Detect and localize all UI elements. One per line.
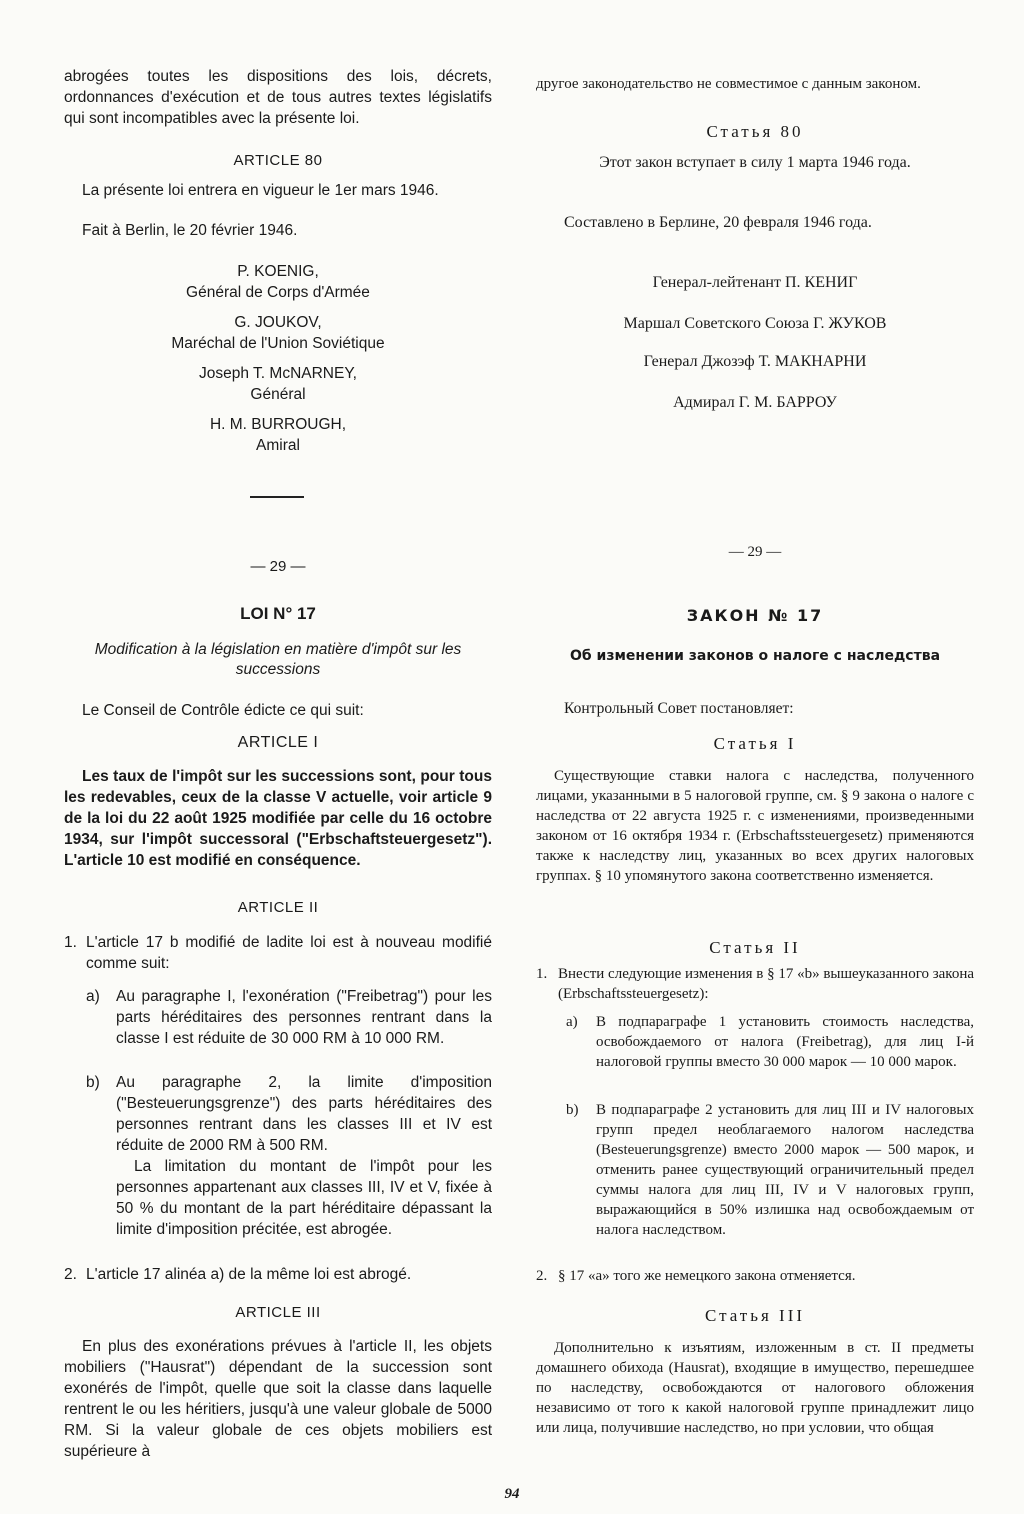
fr-article-1-text: Les taux de l'impôt sur les successions sont, pour tous les redevables, ceux de la classe V actuelle, voir article 9 de la loi du 22 août 1925 modifiée par celle du 16 octobre 1934, sur l'impôt successoral ("Erbschaftsteuergesetz"). L'article 10 est modifié en conséquence.	[64, 768, 492, 869]
fr-article-2-sub-b	[86, 1072, 492, 1240]
fr-separator-rule	[250, 496, 304, 498]
ru-sub-text: В подпараграфе 2 установить для лиц III и IV налоговых групп предел необлагаемого налогом наследства (Besteuerungsgrenze) вместо 2000 марок — 500 марок, и отменить ранее существующий ограничительный предел суммы налога для лиц III, IV и V налоговых групп, выражающийся в 50% излишка над освобождаемым от налога наследством.	[596, 1102, 974, 1238]
fr-signature-title: Général	[250, 386, 306, 403]
ru-article-80-text: Этот закон вступает в силу 1 марта 1946 года.	[599, 154, 911, 171]
page-footer-number: 94	[504, 1486, 520, 1502]
fr-continuation-text: abrogées toutes les dispositions des lois, décrets, ordonnances d'exécution et de tous autres textes législatifs qui sont incompatibles avec la présente loi.	[64, 68, 492, 127]
fr-signature-title: Maréchal de l'Union Soviétique	[171, 335, 385, 352]
fr-sub-text: Au paragraphe 2, la limite d'imposition ("Besteuerungsgrenze") des parts héréditaires des personnes rentrant dans les classes III et IV est réduite de 2000 RM à 500 RM.	[116, 1074, 492, 1154]
ru-sub-text: В подпараграфе 1 установить стоимость наследства, освобождаемого от налога (Freibetrag), для лиц I-й налоговой группы вместо 30 000 марок — 10 000 марок.	[596, 1014, 974, 1070]
ru-sub-label: a)	[566, 1014, 578, 1030]
fr-fait-text: Fait à Berlin, le 20 février 1946.	[82, 222, 298, 239]
ru-article-2-heading: Статья II	[709, 938, 801, 957]
fr-article-2-heading: ARTICLE II	[237, 899, 319, 916]
fr-law-subtitle: Modification à la législation en matière d'impôt sur les successions	[94, 641, 462, 678]
fr-article-1-heading: ARTICLE I	[237, 734, 319, 751]
ru-item-number: 2.	[536, 1268, 548, 1284]
ru-item-number: 1.	[536, 966, 548, 982]
fr-signature-name: P. KOENIG,	[237, 263, 319, 280]
ru-article-3-heading: Статья III	[704, 1306, 806, 1325]
ru-continuation-text: другое законодательство не совместимое с данным законом.	[536, 76, 921, 92]
ru-article-2-item-2	[536, 1266, 974, 1286]
fr-sub-text-continued: La limitation du montant de l'impôt pour les personnes appartenant aux classes III, IV et V, fixée à 50 % du montant de la part héréditaire dépassant la limite d'imposition précitée, est abrogée.	[116, 1158, 492, 1238]
ru-article-80-heading: Статья 80	[706, 122, 804, 141]
ru-item-text: Внести следующие изменения в § 17 «b» вышеуказанного закона (Erbschaftssteuergesetz):	[558, 966, 975, 1002]
fr-signature-name: G. JOUKOV,	[234, 314, 322, 331]
ru-preamble: Контрольный Совет постановляет:	[564, 700, 794, 717]
ru-sub-label: b)	[566, 1102, 579, 1118]
ru-article-3-text: Дополнительно к изъятиям, изложенным в ст. II предметы домашнего обихода (Hausrat), входящие в имущество, перешедшее по наследству, освобождаются от налогового обложения независимо от того к какой налоговой группе принадлежит лицо или лица, получившие наследство, но при условии, что общая	[536, 1340, 974, 1436]
fr-signature-name: H. M. BURROUGH,	[209, 416, 347, 433]
fr-article-2-sub-a	[86, 986, 492, 1049]
ru-article-2-sub-a	[566, 1012, 974, 1072]
fr-item-text: L'article 17 b modifié de ladite loi est à nouveau modifié comme suit:	[86, 934, 492, 972]
ru-page-number: — 29 —	[728, 544, 782, 560]
fr-sub-label: a)	[86, 988, 100, 1005]
fr-article-3-heading: ARTICLE III	[235, 1304, 321, 1321]
fr-article-80-text: La présente loi entrera en vigueur le 1er mars 1946.	[82, 182, 439, 199]
fr-signature-title: Amiral	[256, 437, 300, 454]
ru-signature-3: Генерал Джозэф Т. МАКНАРНИ	[643, 353, 867, 370]
fr-item-number: 2.	[64, 1266, 77, 1283]
fr-item-text: L'article 17 alinéa a) de la même loi est abrogé.	[86, 1266, 412, 1283]
ru-article-1-heading: Статья I	[713, 734, 797, 753]
ru-signature-4: Адмирал Г. М. БАРРОУ	[673, 394, 837, 411]
fr-page-number: — 29 —	[250, 558, 306, 575]
fr-article-3-text: En plus des exonérations prévues à l'article II, les objets mobiliers ("Hausrat") dépendant de la succession sont exonérés de l'impôt, quelle que soit la classe dans laquelle rentrent le ou les héritiers, jusqu'à une valeur globale de 5000 RM. Si la valeur globale de ces objets mobiliers est supérieure à	[64, 1338, 492, 1460]
ru-article-2-sub-b	[566, 1100, 974, 1240]
ru-law-title: ЗАКОН № 17	[686, 606, 824, 625]
fr-signature-title: Général de Corps d'Armée	[186, 284, 370, 301]
fr-article-2-item-1	[64, 932, 492, 974]
ru-signature-2: Маршал Советского Союза Г. ЖУКОВ	[623, 315, 887, 332]
ru-law-subtitle: Об изменении законов о налоге с наследства	[569, 648, 941, 664]
fr-sub-label: b)	[86, 1074, 100, 1091]
fr-article-2-item-2	[64, 1264, 492, 1285]
ru-article-2-item-1	[536, 964, 974, 1004]
fr-signature-3	[64, 363, 492, 405]
fr-item-number: 1.	[64, 934, 77, 951]
ru-item-text: § 17 «a» того же немецкого закона отменяется.	[558, 1268, 856, 1284]
ru-article-1-text: Существующие ставки налога с наследства, полученного лицами, указанными в 5 налоговой группе, см. § 9 закона о налоге с наследства от 22 августа 1925 г. с изменениями, произведенными законом от 16 октября 1934 г. (Erbschaftssteuergesetz) применяются также к наследству лиц, указанных во всех других налоговых группах. § 10 упомянутого закона соответственно изменяется.	[536, 768, 974, 884]
fr-preamble: Le Conseil de Contrôle édicte ce qui suit:	[82, 702, 364, 719]
fr-signature-1	[64, 261, 492, 303]
fr-signature-name: Joseph T. McNARNEY,	[199, 365, 357, 382]
fr-article-80-heading: ARTICLE 80	[233, 152, 323, 169]
fr-sub-text: Au paragraphe I, l'exonération ("Freibetrag") pour les parts héréditaires des personnes rentrant dans la classe I est réduite de 30 000 RM à 10 000 RM.	[116, 988, 492, 1047]
fr-signature-2	[64, 312, 492, 354]
ru-fait-text: Составлено в Берлине, 20 февраля 1946 года.	[564, 214, 872, 231]
fr-law-title: LOI N° 17	[240, 604, 316, 623]
ru-signature-1: Генерал-лейтенант П. КЕНИГ	[652, 274, 858, 291]
fr-signature-4	[64, 414, 492, 456]
